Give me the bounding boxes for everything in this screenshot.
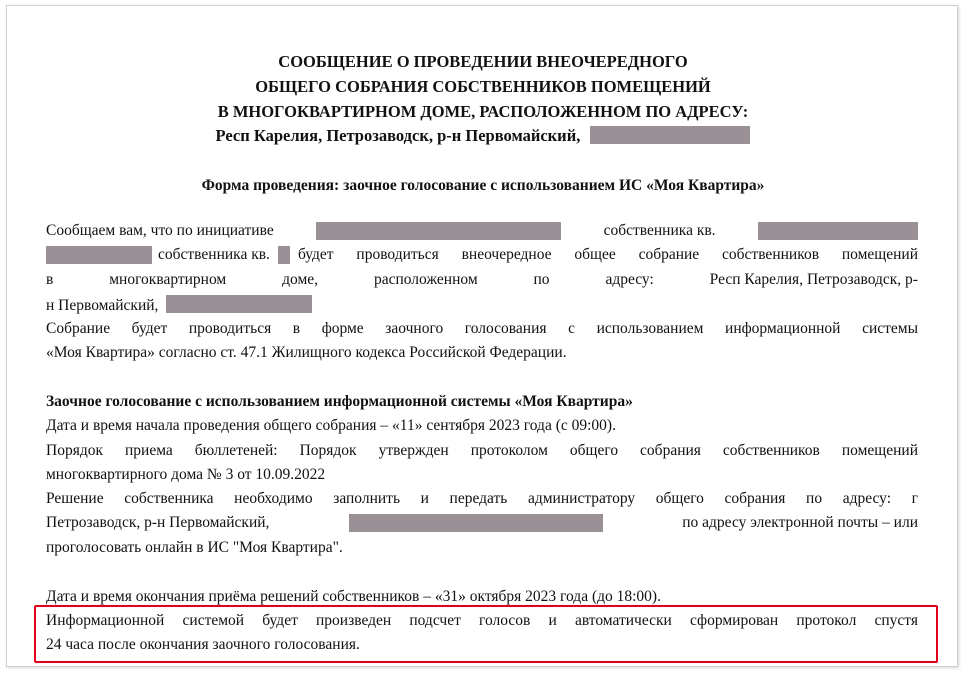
decision-line-3: проголосовать онлайн в ИС "Моя Квартира".	[46, 539, 343, 556]
notice-title-line-2: ОБЩЕГО СОБРАНИЯ СОБСТВЕННИКОВ ПОМЕЩЕНИЙ	[255, 77, 711, 96]
ballot-order-line-1: Порядок приема бюллетеней: Порядок утвержден протоколом общего собрания собственников помещений	[46, 442, 918, 459]
word: по	[533, 271, 550, 288]
paragraph-1-line-1	[46, 222, 918, 240]
word: многоквартирном	[109, 271, 227, 288]
redacted-block	[278, 246, 290, 264]
redacted-block	[166, 295, 312, 313]
paragraph-1-line-6: «Моя Квартира» согласно ст. 47.1 Жилищного кодекса Российской Федерации.	[46, 344, 567, 361]
highlight-frame	[34, 605, 938, 663]
ballot-order-line-2: многоквартирного дома № 3 от 10.09.2022	[46, 466, 326, 483]
end-date-line: Дата и время окончания приёма решений собственников – «31» октября 2023 года (до 18:00).	[46, 588, 661, 605]
p1-owner-apt-text-2: собственника кв.	[158, 246, 270, 263]
notice-title-line-3: В МНОГОКВАРТИРНОМ ДОМЕ, РАСПОЛОЖЕННОМ ПО АДРЕСУ:	[217, 102, 749, 121]
decision-line-2	[46, 514, 918, 532]
paragraph-1-line-2	[46, 246, 918, 264]
redacted-block	[758, 222, 918, 240]
address-text: Респ Карелия, Петрозаводск, р-н Первомайский,	[215, 126, 581, 145]
decision-address-text: Петрозаводск, р-н Первомайский,	[46, 514, 270, 531]
paragraph-1-line-4	[46, 295, 918, 315]
address-fragment: Респ Карелия, Петрозаводск, р-	[709, 271, 918, 288]
highlight-line-2: 24 часа после окончания заочного голосования.	[46, 636, 360, 653]
paragraph-1-line-5: Собрание будет проводиться в форме заочного голосования с использованием информационной системы	[46, 320, 918, 337]
notice-title-line-1: СООБЩЕНИЕ О ПРОВЕДЕНИИ ВНЕОЧЕРЕДНОГО	[278, 52, 688, 71]
highlight-line-1: Информационной системой будет произведен подсчет голосов и автоматически сформирован протокол спустя	[46, 612, 918, 629]
paragraph-1-line-3	[46, 271, 918, 289]
decision-line-1: Решение собственника необходимо заполнить и передать администратору общего собрания по адресу: г	[46, 490, 918, 507]
section-heading: Заочное голосование с использованием информационной системы «Моя Квартира»	[46, 393, 633, 410]
redacted-block	[349, 514, 603, 532]
p1-initiative-text: Сообщаем вам, что по инициативе	[46, 222, 274, 239]
p1-meeting-text: будет проводиться внеочередное общее собрание собственников помещений	[297, 246, 918, 263]
decision-email-text: по адресу электронной почты – или	[682, 514, 918, 531]
notice-address-line	[0, 124, 966, 148]
redacted-block	[590, 126, 750, 144]
redacted-block	[316, 222, 561, 240]
word: расположенном	[373, 271, 478, 288]
p1-owner-apt-text: собственника кв.	[603, 222, 716, 239]
p1-district-text: н Первомайский,	[46, 297, 159, 314]
word: адресу:	[605, 271, 654, 288]
start-date-line: Дата и время начала проведения общего собрания – «11» сентября 2023 года (с 09:00).	[46, 417, 616, 434]
word: доме,	[282, 271, 319, 288]
form-of-meeting: Форма проведения: заочное голосование с использованием ИС «Моя Квартира»	[201, 177, 765, 194]
redacted-block	[46, 246, 152, 264]
word: в	[46, 271, 54, 288]
